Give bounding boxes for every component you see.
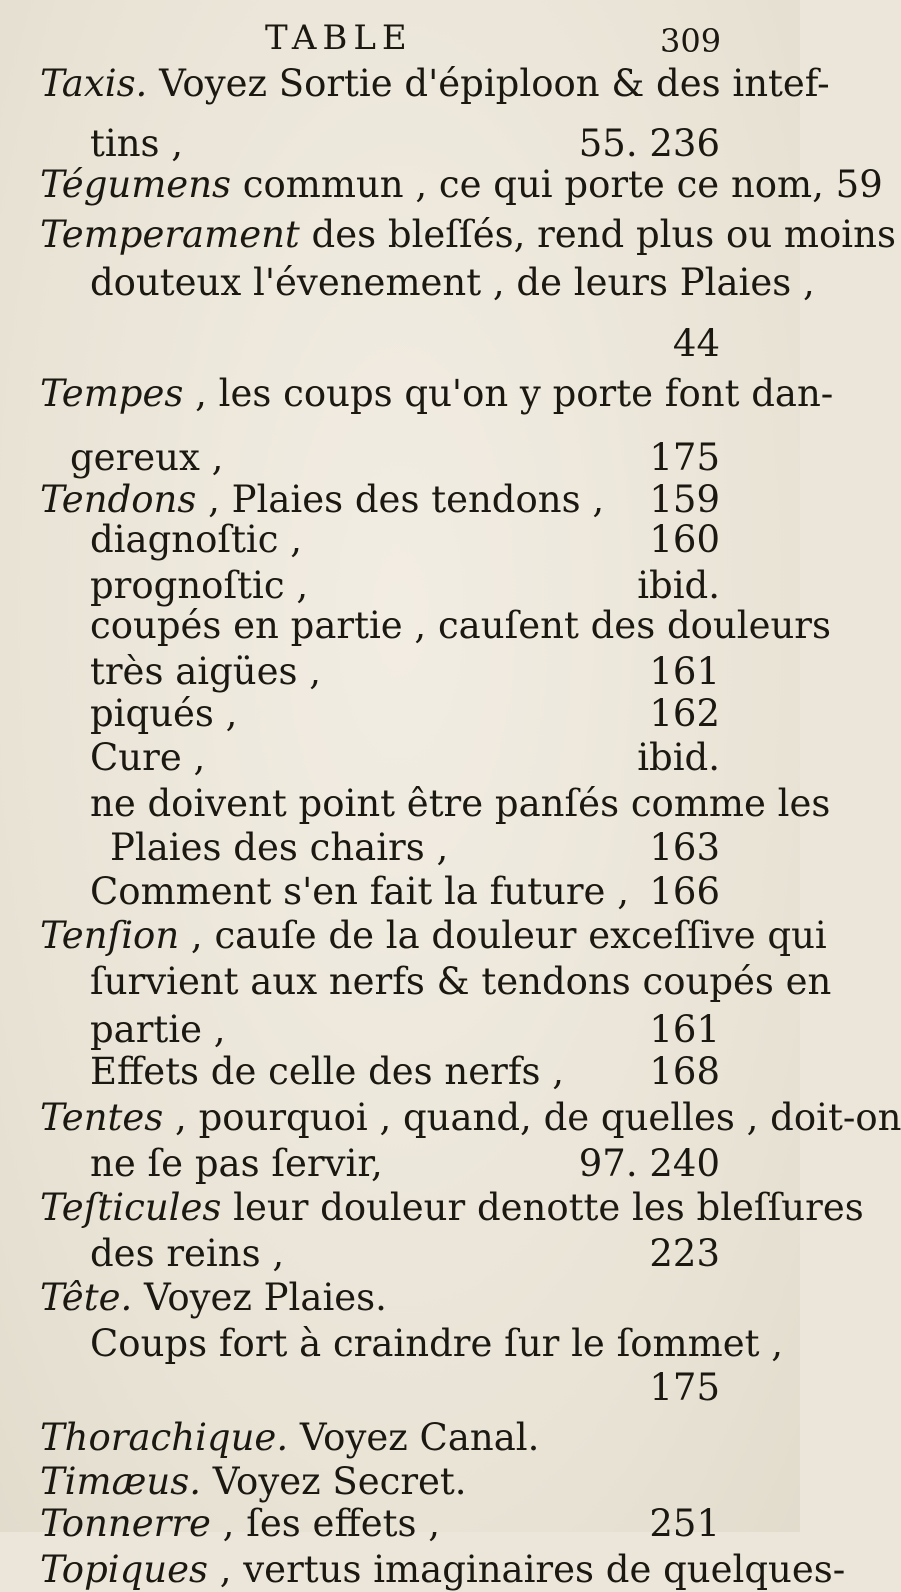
entry-description: gereux , [70,436,224,479]
index-line [0,782,831,826]
entry-description: , vertus imaginaires de quelques- [208,1548,846,1591]
entry-text [90,736,205,780]
index-line [0,1502,800,1546]
index-line [0,1050,800,1094]
page-reference: 55. 236 [578,122,720,165]
entry-description: partie , [90,1008,226,1051]
entry-text [90,960,831,1004]
index-line [0,736,800,780]
entry-text [110,826,448,870]
index-line [0,436,800,480]
index-line [0,650,800,694]
entry-description: Voyez Sortie d'épiploon & des intef- [147,62,830,105]
entry-text [40,478,604,522]
index-line [0,1548,846,1592]
entry-description: Effets de celle des nerfs , [90,1050,565,1093]
entry-text [40,914,827,958]
entry-text [90,1232,284,1276]
entry-text [90,564,308,608]
entry-description: des bleſſés, rend plus ou moins [299,213,896,256]
entry-description: , Plaies des tendons , [196,478,605,521]
entry-text [90,1322,783,1366]
index-line [0,1186,864,1230]
entry-description: coupés en partie , cauſent des douleurs [90,604,831,647]
page-reference: 175 [649,1366,720,1409]
entry-text [90,870,629,914]
entry-text [40,62,830,106]
index-line [0,1460,800,1504]
entry-description: Coups fort à craindre ſur le ſommet , [90,1322,784,1365]
entry-description: douteux l'évenement , de leurs Plaies , [90,261,815,304]
index-line [0,604,831,648]
page-reference: 159 [649,478,720,521]
entry-term: Tête. [40,1276,133,1319]
index-line [0,870,800,914]
page-reference: ibid. [637,736,720,779]
index-line [0,1276,800,1320]
entry-text [40,1460,467,1504]
entry-text [40,1502,440,1546]
entry-text [90,650,321,694]
entry-term: Teſticules [40,1186,222,1229]
index-line [0,826,800,870]
entry-description: ſurvient aux nerfs & tendons coupés en [90,960,832,1003]
entry-description: Voyez Plaies. [132,1276,387,1319]
page-reference: 160 [649,518,720,561]
entry-text [40,213,896,257]
entry-term: Tempes [40,372,184,415]
entry-description: diagnoſtic , [90,518,303,561]
entry-text [40,1548,845,1592]
entry-text [40,1096,901,1140]
entry-text [90,782,830,826]
index-line [0,692,800,736]
entry-description: Plaies des chairs , [110,826,449,869]
entry-text [90,1142,383,1186]
entry-description: ne ſe pas ſervir, [90,1142,383,1185]
index-line [0,372,834,416]
index-line [0,1142,800,1186]
entry-description: Voyez Secret. [200,1460,467,1503]
entry-text [90,261,815,305]
page-reference: 161 [649,650,720,693]
entry-description: des reins , [90,1232,285,1275]
entry-term: Tégumens [40,163,232,206]
index-line [0,62,830,106]
entry-text [90,122,183,166]
index-line [0,518,800,562]
index-line [0,1366,800,1410]
entry-description: piqués , [90,692,238,735]
entry-text [40,1416,539,1460]
entry-description: ne doivent point être panſés comme les [90,782,831,825]
index-line [0,1232,800,1276]
index-line [0,478,800,522]
entry-text [90,604,831,648]
entry-description: tins , [90,122,184,165]
entry-description: , pourquoi , quand, de quelles , doit-on [163,1096,901,1139]
index-line [0,261,815,305]
entry-text [90,518,302,562]
entry-text [90,1050,564,1094]
page-reference: 168 [649,1050,720,1093]
entry-text [90,1008,226,1052]
page-reference: ibid. [637,564,720,607]
page-reference: 44 [672,322,720,365]
entry-term: Taxis. [40,62,148,105]
entry-text [40,1276,387,1320]
entry-description: très aigües , [90,650,322,693]
entry-description: , les coups qu'on y porte font dan- [183,372,834,415]
index-line [0,122,800,166]
index-line [0,564,800,608]
page-title: TABLE [265,18,413,58]
page-reference: 162 [649,692,720,735]
page-header [0,18,800,68]
index-line [0,1096,901,1140]
page-reference: 161 [649,1008,720,1051]
entry-description: , ſes effets , [210,1502,441,1545]
index-line [0,1322,800,1366]
entry-description: Voyez Canal. [288,1416,540,1459]
entry-description: leur douleur denotte les bleſſures [221,1186,864,1229]
page-reference: 223 [649,1232,720,1275]
index-line [0,322,800,366]
entry-text [40,163,883,207]
index-line [0,960,832,1004]
index-line [0,914,827,958]
entry-term: Tenſion [40,914,180,957]
entry-text [70,436,223,480]
entry-text [90,692,237,736]
page-number: 309 [660,22,722,60]
entry-term: Timæus. [40,1460,201,1503]
entry-term: Tonnerre [40,1502,211,1545]
index-line [0,163,883,207]
entry-description: Comment s'en fait la future , [90,870,629,913]
index-line [0,1008,800,1052]
entry-text [40,372,833,416]
page-reference: 175 [649,436,720,479]
entry-term: Thorachique. [40,1416,289,1459]
page-reference: 166 [649,870,720,913]
index-line [0,213,896,257]
page-reference: 251 [649,1502,720,1545]
entry-description: , cauſe de la douleur exceſſive qui [179,914,827,957]
entry-description: commun , ce qui porte ce nom, 59 [231,163,883,206]
entry-description: Cure , [90,736,206,779]
page-reference: 163 [649,826,720,869]
entry-term: Tentes [40,1096,164,1139]
entry-term: Tendons [40,478,197,521]
entry-text [40,1186,864,1230]
index-line [0,1416,800,1460]
entry-description: prognoſtic , [90,564,309,607]
entry-term: Topiques [40,1548,208,1591]
page-reference: 97. 240 [578,1142,720,1185]
entry-term: Temperament [40,213,300,256]
